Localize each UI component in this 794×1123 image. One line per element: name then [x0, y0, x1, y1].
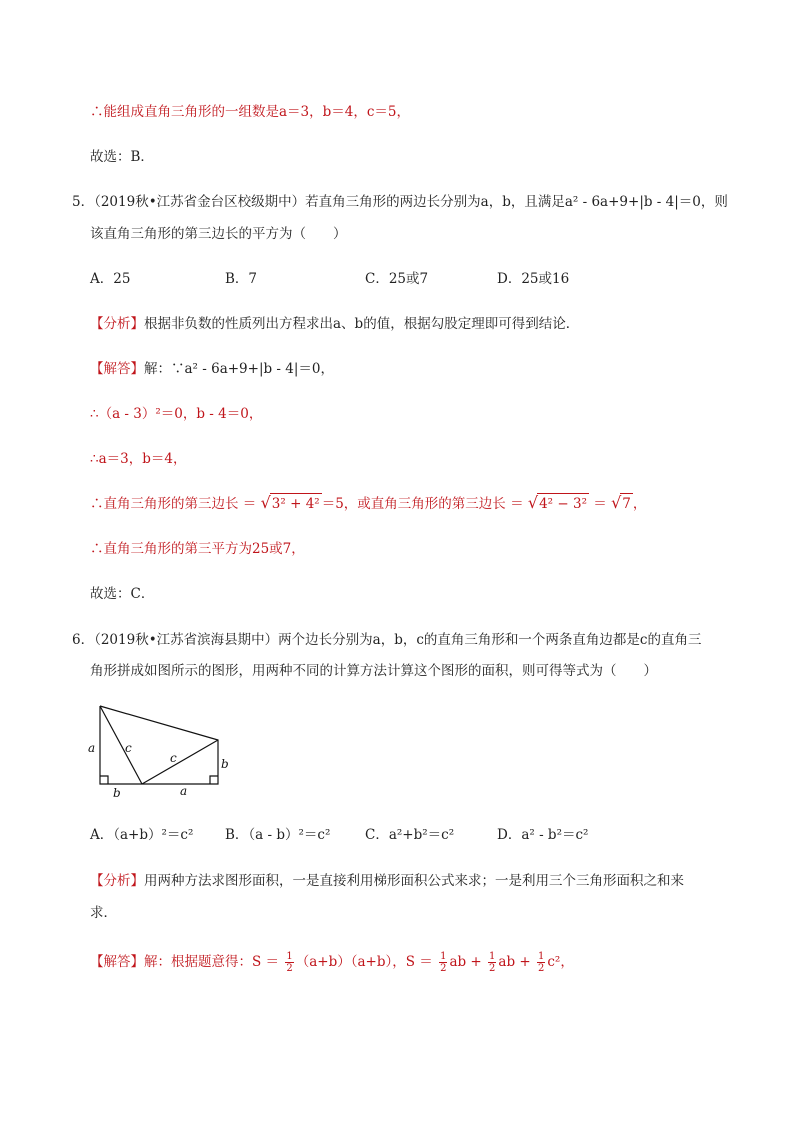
- figure-line-c2: [142, 740, 218, 784]
- q5-answer: [90, 359, 334, 379]
- q6-option-b[interactable]: B．（a - b）²＝c²: [225, 827, 331, 843]
- q5-stem1: 若直角三角形的两边长分别为a，b，且满足a² - 6a+9+|b - 4|＝0，则: [305, 194, 728, 210]
- q5-analysis-tag: 【分析】: [90, 316, 144, 332]
- q5-step3-b: ＝5，或直角三角形的第三边长: [321, 496, 506, 512]
- label-a-left: a: [88, 741, 96, 755]
- q5-option-c[interactable]: C．25或7: [365, 271, 429, 287]
- q5-answer-intro: 解：∵a² - 6a+9+|b - 4|＝0，: [144, 361, 335, 377]
- fraction-half-3: $\frac{1}{2}$: [489, 951, 496, 974]
- q5-choice: 故选：C．: [90, 586, 155, 602]
- q6-option-d[interactable]: D．a² - b²＝c²: [497, 827, 589, 843]
- q5-step3-a: ∴直角三角形的第三边长: [90, 496, 239, 512]
- q6-analysis-text2: 求．: [90, 905, 117, 921]
- q5-step3: ∴直角三角形的第三边长 ＝ √3² + 4² ＝5，或直角三角形的第三边长 ＝ √4² − 3² ＝ √7 ，: [90, 493, 647, 512]
- q5-answer-tag: 【解答】: [90, 361, 144, 377]
- q5-option-b[interactable]: B．7: [225, 271, 258, 287]
- q5-analysis: [90, 314, 579, 334]
- q5-source: （2019秋•江苏省金台区校级期中）: [94, 194, 306, 210]
- q4-choice: 故选：B．: [90, 149, 154, 165]
- label-b-right: b: [221, 757, 229, 771]
- figure-outline: [100, 706, 218, 784]
- q6-ans-t1: ab +: [449, 954, 482, 970]
- q5-option-d[interactable]: D．25或16: [497, 271, 570, 287]
- q6-option-a[interactable]: A．（a+b）²＝c²: [90, 827, 194, 843]
- q5-option-a[interactable]: A．25: [90, 271, 131, 287]
- q6-analysis-text1: 用两种方法求图形面积，一是直接利用梯形面积公式来求；一是利用三个三角形面积之和来: [144, 873, 684, 889]
- q5-number: 5．: [72, 194, 95, 210]
- q6-stem2: 角形拼成如图所示的图形，用两种不同的计算方法计算这个图形的面积，则可得等式为（ ）: [90, 663, 657, 679]
- q6-stem1: 两个边长分别为a，b，c的直角三角形和一个两条直角边都是c的直角三: [278, 632, 702, 648]
- figure-line-c1: [100, 706, 142, 784]
- q5-sqrt2: 4² − 3²: [537, 493, 589, 514]
- q5-stem2: 该直角三角形的第三边长的平方为（ ）: [90, 226, 347, 242]
- q5-stem-line1: [72, 192, 728, 212]
- right-angle-mark-left: [100, 776, 108, 784]
- label-b-bottom: b: [113, 786, 121, 800]
- q6-stem-line1: [72, 630, 701, 650]
- q5-step3-c: ，: [632, 496, 647, 512]
- fraction-half-2: $\frac{1}{2}$: [440, 951, 447, 974]
- q6-answer: [90, 951, 574, 974]
- q6-analysis: [90, 871, 684, 891]
- q6-answer-intro: 解：根据题意得：S ＝: [144, 954, 280, 970]
- q5-step2: ∴a＝3，b＝4，: [90, 451, 187, 467]
- right-angle-mark-right: [210, 776, 218, 784]
- label-a-bottom: a: [180, 784, 188, 798]
- fraction-half-1: $\frac{1}{2}$: [286, 951, 293, 974]
- q5-sqrt3: 7: [620, 493, 633, 514]
- q6-source: （2019秋•江苏省滨海县期中）: [94, 632, 279, 648]
- q6-option-c[interactable]: C．a²+b²＝c²: [365, 827, 455, 843]
- q4-conclusion: ∴能组成直角三角形的一组数是a＝3，b＝4，c＝5，: [90, 104, 411, 120]
- q5-sqrt1: 3² + 4²: [270, 493, 322, 514]
- q5-analysis-text: 根据非负数的性质列出方程求出a、b的值，根据勾股定理即可得到结论．: [144, 316, 580, 332]
- q6-figure: [80, 700, 240, 800]
- q6-ans-t2: ab +: [498, 954, 531, 970]
- q6-ans-part1: （a+b）（a+b），S ＝: [295, 954, 433, 970]
- q6-number: 6．: [72, 632, 95, 648]
- label-c-left: c: [125, 741, 132, 755]
- q6-analysis-tag: 【分析】: [90, 873, 144, 889]
- q5-step1: ∴（a - 3）²＝0，b - 4＝0，: [90, 406, 263, 422]
- fraction-half-4: $\frac{1}{2}$: [538, 951, 545, 974]
- q5-step4: ∴直角三角形的第三平方为25或7，: [90, 541, 305, 557]
- q6-answer-tag: 【解答】: [90, 954, 144, 970]
- q6-ans-t3: c²，: [547, 954, 574, 970]
- label-c-right: c: [170, 751, 177, 765]
